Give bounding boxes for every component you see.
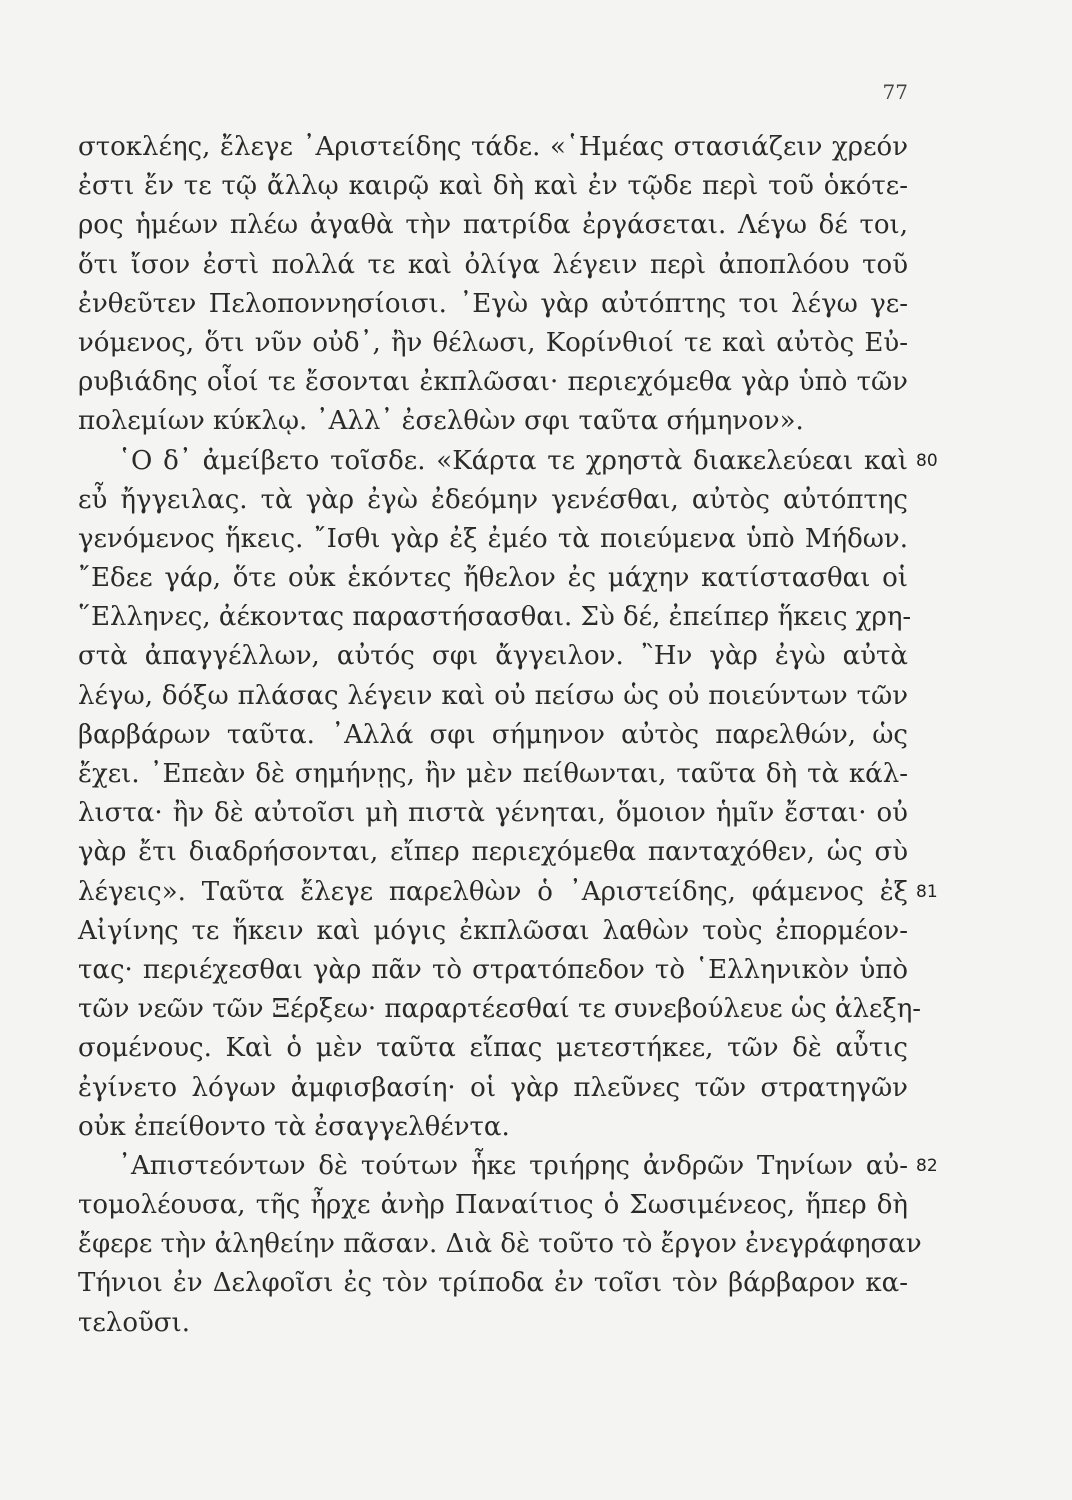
text-line-content: εὖ ἤγγειλας. τὰ γὰρ ἐγὼ ἐδεόμην γενέσθαι, αὐτὸς αὐτόπτης bbox=[78, 484, 908, 515]
text-line-content: ῞Ελληνες, ἀέκοντας παραστήσασθαι. Σὺ δέ, ἐπείπερ ἥκεις χρη- bbox=[78, 602, 912, 633]
text-line bbox=[78, 716, 908, 755]
text-line-content: ἐνθεῦτεν Πελοποννησίοισι. ᾿Εγὼ γὰρ αὐτόπτης τοι λέγω γε- bbox=[78, 288, 908, 319]
text-line-content: νόμενος, ὅτι νῦν οὐδ᾿, ἢν θέλωσι, Κορίνθιοί τε καὶ αὐτὸς Εὐ- bbox=[78, 327, 908, 358]
text-line-content: πολεμίων κύκλῳ. ᾿Αλλ᾿ ἐσελθὼν σφι ταῦτα σήμηνον». bbox=[78, 406, 804, 437]
text-line-content: γενόμενος ἥκεις. ῎Ισθι γὰρ ἐξ ἐμέο τὰ ποιεύμενα ὑπὸ Μήδων. bbox=[78, 523, 908, 554]
text-line-content: σομένους. Καὶ ὁ μὲν ταῦτα εἴπας μετεστήκεε, τῶν δὲ αὖτις bbox=[78, 1033, 908, 1064]
text-line bbox=[78, 206, 908, 245]
text-line bbox=[78, 442, 938, 481]
text-line bbox=[78, 1186, 908, 1225]
text-line-content: λιστα· ἢν δὲ αὐτοῖσι μὴ πιστὰ γένηται, ὅμοιον ἡμῖν ἔσται· οὐ bbox=[78, 798, 908, 829]
text-line bbox=[78, 481, 908, 520]
text-line bbox=[78, 1029, 908, 1068]
text-line-content: τῶν νεῶν τῶν Ξέρξεω· παραρτέεσθαί τε συνεβούλευε ὡς ἀλεξη- bbox=[78, 994, 922, 1025]
text-line bbox=[78, 677, 908, 716]
text-line-content: γὰρ ἔτι διαδρήσονται, εἴπερ περιεχόμεθα πανταχόθεν, ὡς σὺ bbox=[78, 837, 908, 868]
text-line-content: λέγω, δόξω πλάσας λέγειν καὶ οὐ πείσω ὡς οὐ ποιεύντων τῶν bbox=[78, 680, 908, 711]
text-line-content: ἔχει. ᾿Επεὰν δὲ σημήνῃς, ἢν μὲν πείθωνται, ταῦτα δὴ τὰ κάλ- bbox=[78, 759, 908, 789]
text-line-content: στὰ ἀπαγγέλλων, αὐτός σφι ἄγγειλον. ῍Ην γὰρ ἐγὼ αὐτὰ bbox=[78, 641, 908, 672]
text-line-content: ῾Ο δ᾿ ἀμείβετο τοῖσδε. «Κάρτα τε χρηστὰ διακελεύεαι καὶ bbox=[118, 445, 908, 476]
text-line-content: Τήνιοι ἐν Δελφοῖσι ἐς τὸν τρίποδα ἐν τοῖσι τὸν βάρβαρον κα- bbox=[78, 1268, 908, 1299]
text-line-content: τομολέουσα, τῆς ἦρχε ἀνὴρ Παναίτιος ὁ Σωσιμένεος, ἥπερ δὴ bbox=[78, 1190, 908, 1221]
text-line bbox=[78, 873, 938, 912]
page-number: 77 bbox=[882, 80, 908, 104]
text-line bbox=[78, 1147, 938, 1186]
text-line-content: ἔφερε τὴν ἀληθείην πᾶσαν. Διὰ δὲ τοῦτο τὸ ἔργον ἐνεγράφησαν bbox=[78, 1229, 922, 1260]
text-line bbox=[78, 285, 908, 324]
text-line bbox=[78, 912, 908, 951]
text-line bbox=[78, 363, 908, 402]
text-line bbox=[78, 1225, 922, 1264]
text-line-content: λέγεις». Ταῦτα ἔλεγε παρελθὼν ὁ ᾿Αριστείδης, φάμενος ἐξ bbox=[78, 876, 908, 907]
text-line-content: ὅτι ἴσον ἐστὶ πολλά τε καὶ ὀλίγα λέγειν περὶ ἀποπλόου τοῦ bbox=[78, 249, 908, 280]
text-line-content: Αἰγίνης τε ἥκειν καὶ μόγις ἐκπλῶσαι λαθὼν τοὺς ἐπορμέον- bbox=[78, 915, 908, 946]
text-line-content: οὐκ ἐπείθοντο τὰ ἐσαγγελθέντα. bbox=[78, 1111, 510, 1142]
text-line-content: ρος ἡμέων πλέω ἀγαθὰ τὴν πατρίδα ἐργάσεται. Λέγω δέ τοι, bbox=[78, 210, 908, 241]
text-line bbox=[78, 1069, 908, 1108]
text-line-content: ῎Εδεε γάρ, ὅτε οὐκ ἑκόντες ἤθελον ἐς μάχην κατίστασθαι οἱ bbox=[78, 563, 908, 594]
text-line-content: ἐστι ἔν τε τῷ ἄλλῳ καιρῷ καὶ δὴ καὶ ἐν τῷδε περὶ τοῦ ὁκότε- bbox=[78, 171, 908, 202]
text-line-content: ἐγίνετο λόγων ἀμφισβασίη· οἱ γὰρ πλεῦνες τῶν στρατηγῶν bbox=[78, 1072, 908, 1103]
text-line bbox=[78, 520, 908, 559]
text-line-content: ᾿Απιστεόντων δὲ τούτων ἧκε τριήρης ἀνδρῶν Τηνίων αὐ- bbox=[118, 1150, 908, 1181]
chapter-number: 80 bbox=[916, 450, 938, 471]
text-line-content: βαρβάρων ταῦτα. ᾿Αλλά σφι σήμηνον αὐτὸς παρελθών, ὡς bbox=[78, 719, 908, 750]
text-line bbox=[78, 951, 908, 990]
text-line bbox=[78, 1264, 908, 1303]
text-line bbox=[78, 598, 912, 637]
text-line bbox=[78, 755, 908, 794]
chapter-number: 82 bbox=[916, 1155, 938, 1176]
text-line-content: ρυβιάδης οἷοί τε ἔσονται ἐκπλῶσαι· περιεχόμεθα γὰρ ὑπὸ τῶν bbox=[78, 367, 908, 398]
text-line-content: στοκλέης, ἔλεγε ᾿Αριστείδης τάδε. «῾Ημέας στασιάζειν χρεόν bbox=[78, 132, 908, 162]
text-line bbox=[78, 637, 908, 676]
text-line bbox=[78, 833, 908, 872]
text-line bbox=[78, 1304, 908, 1343]
greek-text-body bbox=[78, 128, 938, 1343]
text-line bbox=[78, 1108, 908, 1147]
text-line bbox=[78, 128, 908, 167]
text-line bbox=[78, 402, 908, 441]
chapter-number: 81 bbox=[916, 881, 938, 902]
text-line-content: τελοῦσι. bbox=[78, 1307, 190, 1338]
text-line-content: τας· περιέχεσθαι γὰρ πᾶν τὸ στρατόπεδον τὸ ῾Ελληνικὸν ὑπὸ bbox=[78, 954, 908, 985]
text-line bbox=[78, 559, 908, 598]
text-line bbox=[78, 990, 922, 1029]
text-line bbox=[78, 794, 908, 833]
text-line bbox=[78, 167, 908, 206]
text-line bbox=[78, 246, 908, 285]
text-line bbox=[78, 324, 908, 363]
